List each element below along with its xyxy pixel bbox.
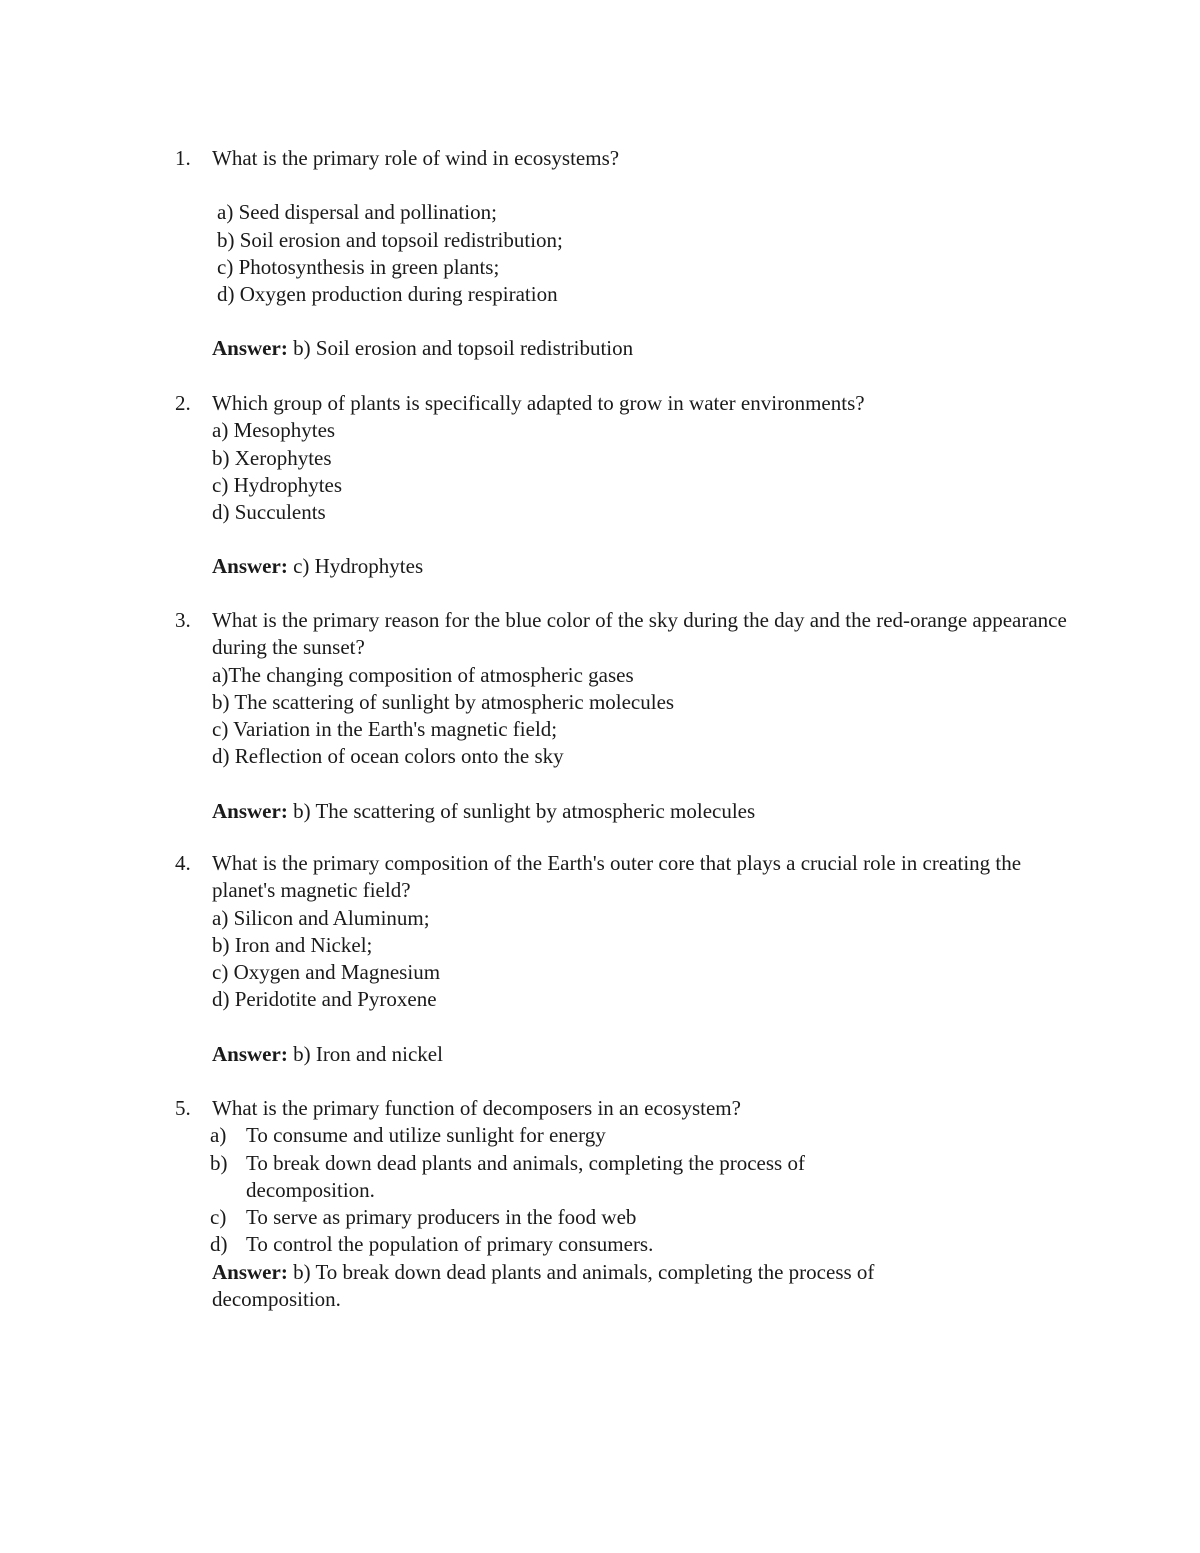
option-letter: d) xyxy=(210,1232,228,1257)
answer-line xyxy=(212,553,1075,580)
option-list xyxy=(212,905,1075,1014)
option-d: d) Oxygen production during respiration xyxy=(217,282,558,307)
answer-label: Answer: xyxy=(212,798,288,823)
answer-label: Answer: xyxy=(212,1041,288,1066)
option-a: a) Silicon and Aluminum; xyxy=(212,905,430,930)
option-d: d) Succulents xyxy=(212,500,326,525)
option-letter: b) xyxy=(210,1150,228,1175)
option-c: c) Photosynthesis in green plants; xyxy=(217,254,500,279)
option-a: a) Mesophytes xyxy=(212,418,336,443)
option-a: a) Seed dispersal and pollination; xyxy=(217,200,497,225)
question-text: Which group of plants is specifically adapted to grow in water environments? xyxy=(212,391,865,415)
question-number: 3. xyxy=(175,608,191,632)
answer-line xyxy=(212,1041,1075,1068)
answer-label: Answer: xyxy=(212,1259,288,1284)
answer-text: b) Soil erosion and topsoil redistribution xyxy=(287,336,634,361)
option-text: To consume and utilize sunlight for energy xyxy=(246,1123,606,1148)
option-b xyxy=(175,1150,926,1205)
question-number: 1. xyxy=(175,146,191,170)
answer-label: Answer: xyxy=(212,554,288,579)
option-c: c) Variation in the Earth's magnetic field; xyxy=(212,717,558,742)
answer-text: b) The scattering of sunlight by atmospheric molecules xyxy=(287,798,756,823)
answer-text: b) To break down dead plants and animals, completing the process of decomposition. xyxy=(212,1259,875,1312)
option-b: b) Iron and Nickel; xyxy=(212,932,373,957)
option-b: b) The scattering of sunlight by atmospheric molecules xyxy=(212,689,675,714)
option-list xyxy=(212,417,1075,526)
question-text: What is the primary reason for the blue color of the sky during the day and the red-orange appearance during the sunset? xyxy=(212,608,1067,660)
option-text: To control the population of primary consumers. xyxy=(246,1232,654,1257)
question-1 xyxy=(175,145,1075,363)
question-text: What is the primary function of decomposers in an ecosystem? xyxy=(212,1096,741,1120)
option-b: b) Soil erosion and topsoil redistribution; xyxy=(217,227,563,252)
answer-line xyxy=(212,335,1075,362)
question-3 xyxy=(175,607,1075,825)
option-b: b) Xerophytes xyxy=(212,445,332,470)
option-c: c) Oxygen and Magnesium xyxy=(212,960,441,985)
option-d: d) Reflection of ocean colors onto the sky xyxy=(212,744,564,769)
option-a: a)The changing composition of atmospheric gases xyxy=(212,662,634,687)
option-letter: c) xyxy=(210,1205,227,1230)
question-number: 5. xyxy=(175,1096,191,1120)
option-list xyxy=(212,662,1075,771)
option-list xyxy=(175,1122,1075,1258)
option-a xyxy=(175,1122,1075,1149)
option-c xyxy=(175,1204,1075,1231)
question-text: What is the primary composition of the Earth's outer core that plays a crucial role in creating the planet's magnetic field? xyxy=(212,851,1022,903)
answer-text: c) Hydrophytes xyxy=(287,554,424,579)
question-4 xyxy=(175,850,1075,1068)
question-number: 4. xyxy=(175,851,191,875)
option-letter: a) xyxy=(210,1123,227,1148)
answer-line xyxy=(212,798,1075,825)
answer-text: b) Iron and nickel xyxy=(287,1041,443,1066)
option-text: To break down dead plants and animals, completing the process of decomposition. xyxy=(246,1150,805,1202)
option-d xyxy=(175,1231,1075,1258)
question-number: 2. xyxy=(175,391,191,415)
option-text: To serve as primary producers in the food web xyxy=(246,1205,637,1230)
option-list xyxy=(212,199,1075,308)
question-5 xyxy=(175,1095,1075,1313)
answer-label: Answer: xyxy=(212,336,288,361)
option-d: d) Peridotite and Pyroxene xyxy=(212,987,437,1012)
question-text: What is the primary role of wind in ecosystems? xyxy=(212,146,620,170)
option-c: c) Hydrophytes xyxy=(212,472,343,497)
question-2 xyxy=(175,390,1075,581)
answer-line xyxy=(212,1259,972,1314)
